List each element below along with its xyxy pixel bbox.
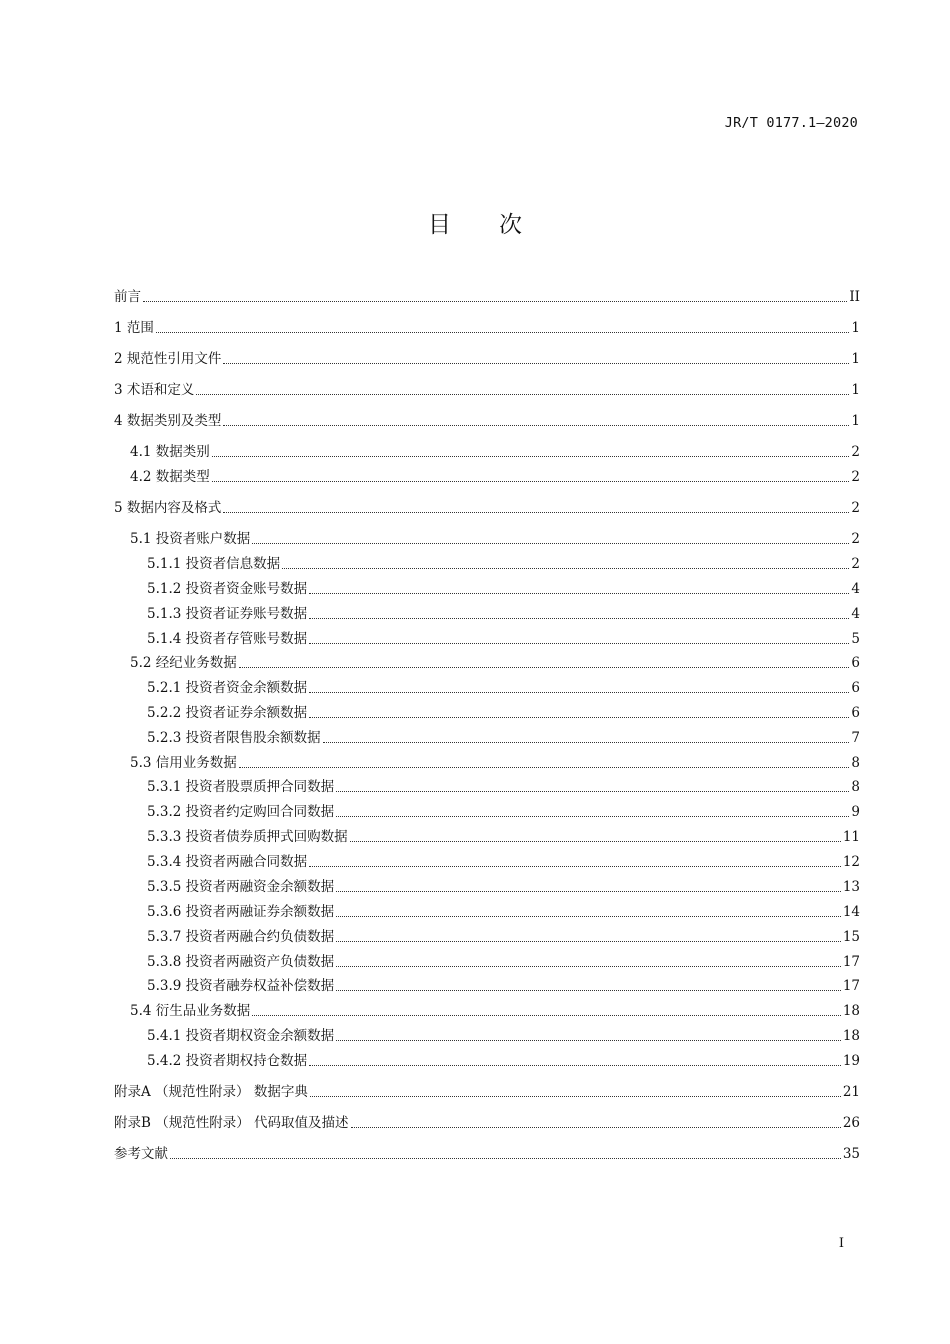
toc-entry[interactable] (114, 1112, 860, 1134)
toc-entry-label: 5.1.4 投资者存管账号数据 (147, 631, 308, 647)
toc-entry-label: 附录B （规范性附录） 代码取值及描述 (114, 1115, 349, 1131)
toc-leader-dots (239, 766, 850, 768)
toc-leader-dots (252, 1014, 841, 1016)
toc-entry-page: 6 (851, 655, 860, 671)
toc-leader-dots (336, 890, 841, 892)
toc-entry-label: 5.1.1 投资者信息数据 (147, 556, 281, 572)
toc-entry[interactable] (114, 702, 860, 724)
toc-entry[interactable] (114, 497, 860, 519)
toc-entry-label: 5.3.6 投资者两融证券余额数据 (147, 904, 335, 920)
toc-leader-dots (223, 362, 849, 364)
toc-entry[interactable] (114, 1143, 860, 1165)
toc-leader-dots (336, 965, 841, 967)
toc-entry-label: 5.4 衍生品业务数据 (130, 1003, 251, 1019)
toc-entry[interactable] (114, 876, 860, 898)
toc-entry[interactable] (114, 752, 860, 774)
toc-leader-dots (252, 542, 849, 544)
toc-entry-label: 5.3 信用业务数据 (130, 755, 237, 771)
toc-leader-dots (309, 716, 849, 718)
toc-entry-label: 2 规范性引用文件 (114, 351, 222, 367)
toc-entry[interactable] (114, 951, 860, 973)
toc-leader-dots (212, 455, 850, 457)
toc-entry-label: 5.3.4 投资者两融合同数据 (147, 854, 308, 870)
toc-entry-label: 3 术语和定义 (114, 382, 195, 398)
toc-entry[interactable] (114, 901, 860, 923)
toc-leader-dots (336, 915, 841, 917)
toc-leader-dots (309, 691, 849, 693)
toc-entry[interactable] (114, 317, 860, 339)
toc-entry[interactable] (114, 826, 860, 848)
title-char-2: 次 (499, 212, 522, 238)
toc-entry-page: 13 (842, 879, 860, 895)
document-code: JR/T 0177.1—2020 (724, 115, 858, 131)
toc-entry[interactable] (114, 603, 860, 625)
toc-leader-dots (336, 989, 841, 991)
toc-entry-page: 2 (851, 531, 860, 547)
toc-leader-dots (196, 393, 849, 395)
toc-leader-dots (336, 940, 841, 942)
toc-entry-label: 4.1 数据类别 (130, 444, 210, 460)
toc-entry[interactable] (114, 410, 860, 432)
toc-entry-label: 5.1 投资者账户数据 (130, 531, 251, 547)
toc-entry-page: 11 (842, 829, 860, 845)
toc-entry-page: 1 (851, 351, 860, 367)
toc-entry-page: 17 (842, 978, 860, 994)
toc-leader-dots (143, 300, 847, 302)
toc-entry-label: 5.3.7 投资者两融合约负债数据 (147, 929, 335, 945)
toc-entry-label: 5 数据内容及格式 (114, 500, 222, 516)
toc-entry-page: 15 (842, 929, 860, 945)
toc-entry-page: 7 (851, 730, 860, 746)
toc-entry[interactable] (114, 677, 860, 699)
page-title (0, 206, 950, 239)
toc-entry[interactable] (114, 553, 860, 575)
title-char-1: 目 (428, 212, 451, 238)
toc-entry-page: 35 (842, 1146, 860, 1162)
toc-entry[interactable] (114, 578, 860, 600)
toc-leader-dots (310, 1095, 841, 1097)
toc-entry-label: 5.2.2 投资者证券余额数据 (147, 705, 308, 721)
toc-leader-dots (323, 741, 850, 743)
toc-leader-dots (239, 666, 850, 668)
toc-entry-label: 5.3.8 投资者两融资产负债数据 (147, 954, 335, 970)
toc-entry-label: 5.2.3 投资者限售股余额数据 (147, 730, 321, 746)
toc-entry-label: 5.1.2 投资者资金账号数据 (147, 581, 308, 597)
toc-entry-label: 5.3.3 投资者债券质押式回购数据 (147, 829, 348, 845)
toc-entry[interactable] (114, 1050, 860, 1072)
toc-entry-page: 5 (851, 631, 860, 647)
toc-leader-dots (336, 790, 849, 792)
toc-entry[interactable] (114, 628, 860, 650)
toc-entry[interactable] (114, 286, 860, 308)
toc-entry-page: II (849, 289, 860, 305)
toc-entry-page: 1 (851, 382, 860, 398)
toc-entry[interactable] (114, 975, 860, 997)
toc-leader-dots (223, 424, 849, 426)
toc-entry-label: 5.2 经纪业务数据 (130, 655, 237, 671)
toc-leader-dots (309, 617, 849, 619)
toc-leader-dots (350, 840, 841, 842)
toc-leader-dots (309, 642, 849, 644)
toc-entry-page: 17 (842, 954, 860, 970)
toc-entry-label: 附录A （规范性附录） 数据字典 (114, 1084, 308, 1100)
toc-entry-page: 2 (851, 556, 860, 572)
toc-entry-label: 5.4.2 投资者期权持仓数据 (147, 1053, 308, 1069)
toc-entry[interactable] (114, 727, 860, 749)
toc-entry-page: 6 (851, 680, 860, 696)
toc-entry-page: 14 (842, 904, 860, 920)
toc-entry[interactable] (114, 652, 860, 674)
toc-leader-dots (212, 480, 850, 482)
toc-entry-page: 26 (842, 1115, 860, 1131)
toc-entry-page: 4 (851, 606, 860, 622)
toc-entry-label: 5.3.2 投资者约定购回合同数据 (147, 804, 335, 820)
toc-entry-label: 5.3.1 投资者股票质押合同数据 (147, 779, 335, 795)
toc-entry[interactable] (114, 801, 860, 823)
toc-entry-label: 5.4.1 投资者期权资金余额数据 (147, 1028, 335, 1044)
toc-entry-label: 1 范围 (114, 320, 154, 336)
toc-entry[interactable] (114, 1000, 860, 1022)
toc-leader-dots (336, 1039, 841, 1041)
toc-entry-page: 1 (851, 320, 860, 336)
toc-entry-label: 4.2 数据类型 (130, 469, 210, 485)
toc-entry-page: 8 (851, 755, 860, 771)
toc-entry-page: 4 (851, 581, 860, 597)
toc-entry-page: 18 (842, 1003, 860, 1019)
toc-entry-label: 5.3.5 投资者两融资金余额数据 (147, 879, 335, 895)
toc-entry[interactable] (114, 1081, 860, 1103)
toc-entry-label: 4 数据类别及类型 (114, 413, 222, 429)
toc-entry[interactable] (114, 348, 860, 370)
toc-entry[interactable] (114, 466, 860, 488)
toc-entry[interactable] (114, 926, 860, 948)
toc-entry-label: 5.3.9 投资者融券权益补偿数据 (147, 978, 335, 994)
toc-entry-page: 2 (851, 444, 860, 460)
toc-entry-page: 21 (842, 1084, 860, 1100)
toc-entry-page: 19 (842, 1053, 860, 1069)
toc-leader-dots (309, 1064, 841, 1066)
toc-entry-page: 8 (851, 779, 860, 795)
toc-entry-page: 2 (851, 469, 860, 485)
toc-leader-dots (351, 1126, 841, 1128)
toc-entry-page: 12 (842, 854, 860, 870)
toc-entry-page: 9 (851, 804, 860, 820)
toc-entry[interactable] (114, 379, 860, 401)
toc-entry-label: 5.1.3 投资者证券账号数据 (147, 606, 308, 622)
toc-leader-dots (282, 567, 849, 569)
toc-entry-page: 1 (851, 413, 860, 429)
toc-leader-dots (336, 815, 849, 817)
toc-entry[interactable] (114, 1025, 860, 1047)
toc-entry[interactable] (114, 851, 860, 873)
toc-leader-dots (223, 511, 849, 513)
toc-leader-dots (309, 865, 841, 867)
toc-leader-dots (170, 1157, 841, 1159)
toc-entry-page: 6 (851, 705, 860, 721)
page-number: I (838, 1236, 844, 1251)
toc-entry-label: 5.2.1 投资者资金余额数据 (147, 680, 308, 696)
toc-entry[interactable] (114, 776, 860, 798)
toc-entry-page: 18 (842, 1028, 860, 1044)
toc-entry-page: 2 (851, 500, 860, 516)
toc-leader-dots (156, 331, 850, 333)
toc-entry-label: 前言 (114, 289, 141, 305)
toc-entry[interactable] (114, 528, 860, 550)
toc-leader-dots (309, 592, 849, 594)
toc-entry-label: 参考文献 (114, 1146, 168, 1162)
toc-entry[interactable] (114, 441, 860, 463)
